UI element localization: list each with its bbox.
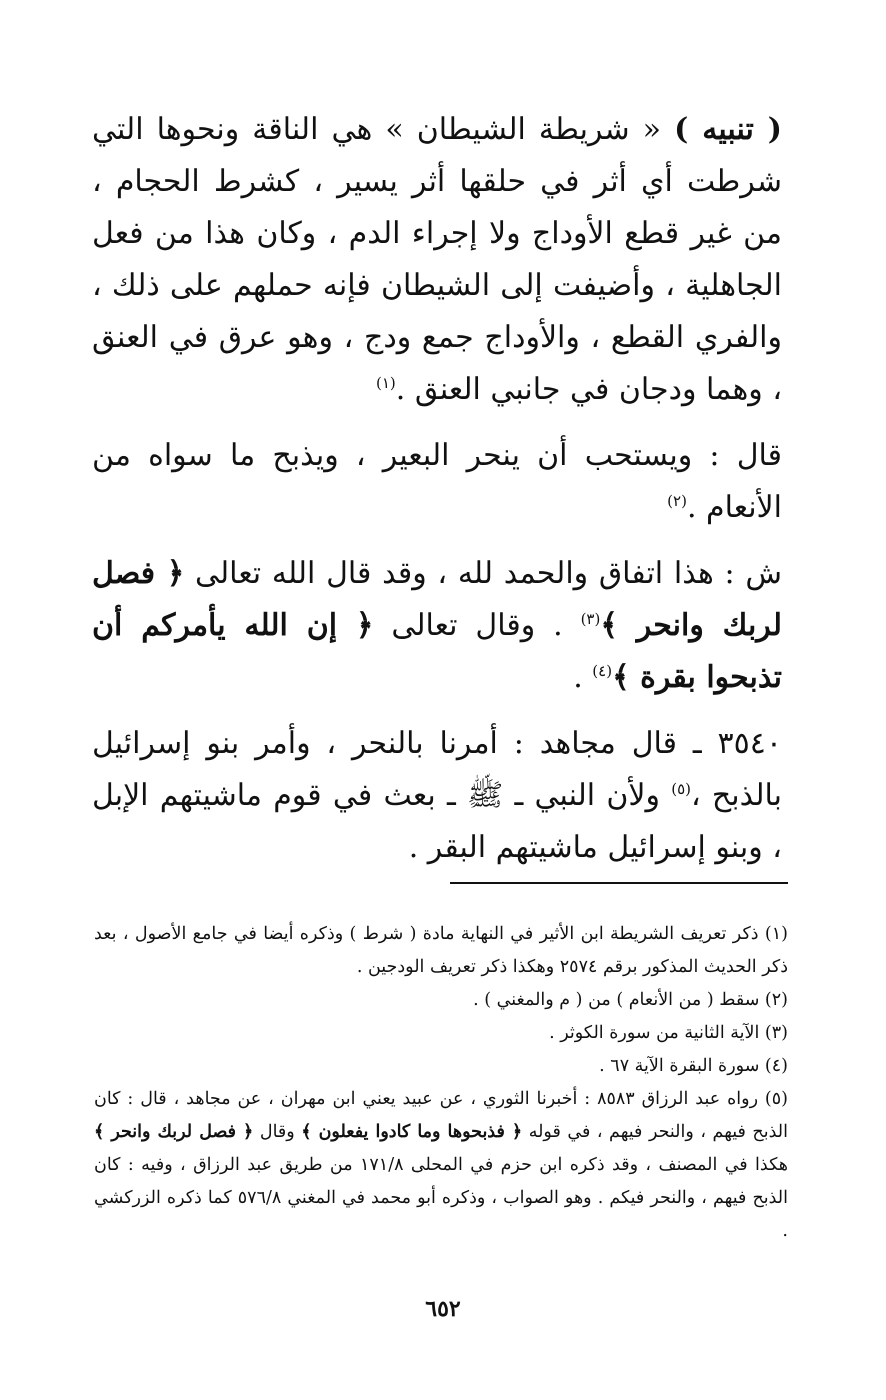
page-number: ٦٥٢ bbox=[425, 1296, 461, 1322]
footnote-ref: (٤) bbox=[592, 662, 613, 680]
footnote-ref: (١) bbox=[375, 374, 396, 392]
quran-quote: ﴿ فصل لربك وانحر ﴾ bbox=[92, 556, 782, 643]
footnote-3: (٣) الآية الثانية من سورة الكوثر . bbox=[549, 1023, 788, 1043]
paragraph-text: قال : ويستحب أن ينحر البعير ، ويذبح ما سواه من الأنعام . bbox=[92, 438, 782, 525]
footnote-1: (١) ذكر تعريف الشريطة ابن الأثير في النهاية مادة ( شرط ) وذكره أيضا في جامع الأصول ، بعد ذكر الحديث المذكور برقم ٢٥٧٤ وهكذا ذكر تعريف الودجين . bbox=[94, 924, 788, 977]
paragraph-numbered bbox=[92, 718, 782, 874]
footnote-2: (٢) سقط ( من الأنعام ) من ( م والمغني ) . bbox=[473, 990, 788, 1010]
paragraph-text: « شريطة الشيطان » هي الناقة ونحوها التي شرطت أي أثر في حلقها أثر يسير ، كشرط الحجام ، من غير قطع الأوداج ولا إجراء الدم ، وكان هذا من فعل الجاهلية ، وأضيفت إلى الشيطان فإنه حملهم على ذلك ، والفري القطع ، والأوداج جمع ودج ، وهو عرق في العنق ، وهما ودجان في جانبي العنق . bbox=[92, 112, 782, 407]
footnote-text: (٥) رواه عبد الرزاق ٨٥٨٣ : أخبرنا الثوري ، عن عبيد يعني ابن مهران ، عن مجاهد ، قال : كان الذبح فيهم ، والنحر فيهم ، في قوله bbox=[94, 1089, 788, 1142]
paragraph-commentary bbox=[92, 548, 782, 704]
paragraph-note bbox=[92, 104, 782, 416]
quran-quote: ﴿ فذبحوها وما كادوا يفعلون ﴾ bbox=[301, 1122, 523, 1142]
paragraph-text: . bbox=[573, 660, 593, 695]
paragraph-text: ولأن النبي ـ ﷺ ـ بعث في قوم ماشيتهم الإبل ، وبنو إسرائيل ماشيتهم البقر . bbox=[92, 778, 782, 865]
footnote-ref: (٥) bbox=[671, 780, 691, 798]
quran-quote: ﴿ فصل لربك وانحر ﴾ bbox=[94, 1122, 254, 1142]
paragraph-text: . وقال تعالى bbox=[373, 608, 581, 643]
footnote-ref: (٣) bbox=[580, 610, 601, 628]
footnotes bbox=[94, 918, 788, 1248]
quran-quote: ﴿ إن الله يأمركم أن تذبحوا بقرة ﴾ bbox=[92, 608, 782, 695]
term-label: ( تنبيه ) bbox=[674, 112, 783, 147]
paragraph-text: ش : هذا اتفاق والحمد لله ، وقد قال الله تعالى bbox=[184, 556, 782, 591]
footnote-text: وقال bbox=[253, 1122, 302, 1142]
main-text bbox=[92, 104, 782, 874]
footnote-4: (٤) سورة البقرة الآية ٦٧ . bbox=[599, 1056, 788, 1076]
footnote-ref: (٢) bbox=[667, 492, 687, 510]
paragraph-text-statement bbox=[92, 430, 782, 534]
footnote-5 bbox=[94, 1083, 788, 1248]
footnote-text: هكذا في المصنف ، وقد ذكره ابن حزم في المحلى ١٧١/٨ من طريق عبد الرزاق ، وفيه : كان الذبح فيهم ، والنحر فيكم . وهو الصواب ، وذكره أبو محمد في المغني ٥٧٦/٨ كما ذكره الزركشي . bbox=[94, 1155, 788, 1241]
paragraph-text: ٣٥٤٠ ـ قال مجاهد : أمرنا بالنحر ، وأمر بنو إسرائيل بالذبح ، bbox=[92, 726, 782, 813]
footnote-divider bbox=[450, 882, 788, 884]
